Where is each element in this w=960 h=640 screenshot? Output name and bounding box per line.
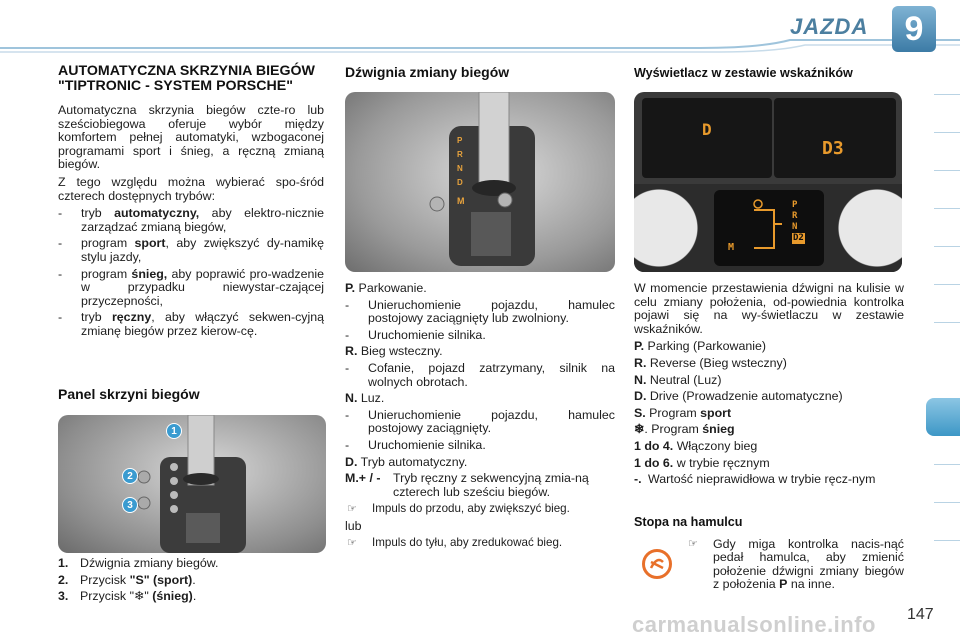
snowflake-icon: ❄ <box>634 422 645 437</box>
mode-item: - tryb automatyczny, aby elektro-nicznie zarządzać zmianą biegów, <box>58 206 324 234</box>
display-legend-item: -. Wartość nieprawidłowa w trybie ręcz-nym <box>634 472 876 487</box>
gear-panel-illustration <box>58 415 326 553</box>
position-detail: - Uruchomienie silnika. <box>345 437 486 452</box>
position-detail: - Unieruchomienie pojazdu, hamulec postojowy zaciągnięty lub zwolniony. <box>345 297 615 326</box>
instrument-cluster-photo <box>634 92 902 272</box>
chapter-tab[interactable] <box>934 94 960 95</box>
chapter-tab[interactable] <box>934 170 960 171</box>
chapter-tab-active[interactable] <box>926 398 960 436</box>
display-legend-item: D. Drive (Prowadzenie automatyczne) <box>634 389 843 404</box>
display-legend-item: ❄. Program śnieg <box>634 422 735 437</box>
section-title-automatic: AUTOMATYCZNA SKRZYNIA BIEGÓW "TIPTRONIC - SYSTEM PORSCHE" <box>58 63 315 94</box>
mode-item: - tryb ręczny, aby włączyć sekwen-cyjną zmianę biegów przez kierow-cę. <box>58 310 324 338</box>
chapter-tabs <box>926 64 960 584</box>
display-intro: W momencie przestawienia dźwigni na kulisie w celu zmiany położenia, od-powiednia kontrolka pojawi się na wy-świetlaczu w zestawie wskaźników. <box>634 281 904 336</box>
modes-intro: Z tego względu można wybierać spo-śród czterech dostępnych trybów: <box>58 174 324 203</box>
chapter-tab[interactable] <box>934 284 960 285</box>
display-legend-item: P. Parking (Parkowanie) <box>634 339 767 354</box>
pointer-icon: ☞ <box>347 503 357 516</box>
position-head: D. Tryb automatyczny. <box>345 454 468 469</box>
column-1 <box>58 64 324 342</box>
lever-title: Dźwignia zmiany biegów <box>345 64 510 80</box>
chapter-tab[interactable] <box>934 246 960 247</box>
cluster-letters: P R N D2 <box>792 200 804 243</box>
gear-panel-photo <box>58 415 326 553</box>
position-detail: - Uruchomienie silnika. <box>345 327 486 342</box>
gear-lever-illustration <box>345 92 615 272</box>
gate-letter-m: M <box>457 196 465 206</box>
lever-positions <box>345 282 615 553</box>
header-band <box>0 0 960 60</box>
impulse-back-note: ☞ Impuls do tyłu, aby zredukować bieg. <box>347 535 563 549</box>
position-head: N. Luz. <box>345 391 385 406</box>
gear-lever-photo <box>345 92 615 272</box>
cluster-manual-letter: M <box>728 242 735 253</box>
gate-letters: P R N D <box>457 136 463 187</box>
cluster-gauges <box>634 184 902 272</box>
brake-title: Stopa na hamulcu <box>634 515 743 529</box>
callout-3: 3 <box>122 497 138 513</box>
position-head: P. Parkowanie. <box>345 281 427 295</box>
display-gear-letter: D <box>702 120 712 139</box>
legend-item: 1. Dźwignia zmiany biegów. <box>58 556 219 570</box>
callout-1: 1 <box>166 423 182 439</box>
cluster-display <box>714 190 824 266</box>
pointer-icon: ☞ <box>347 536 357 549</box>
display-top-right <box>774 98 896 178</box>
chapter-tab[interactable] <box>934 208 960 209</box>
mode-item: - program sport, aby zwiększyć dy-namikę stylu jazdy, <box>58 236 324 264</box>
legend-item: 3. Przycisk "❄" (śnieg). <box>58 589 197 604</box>
page-number: 147 <box>907 606 934 623</box>
legend-item: 2. Przycisk "S" (sport). <box>58 572 196 587</box>
display-legend <box>634 282 904 490</box>
brake-note: ☞ Gdy miga kontrolka nacis-nąć pedał hamulca, aby zmienić położenie dźwigni zmiany biegów z położenia P na inne. <box>688 537 904 592</box>
position-detail: - Unieruchomienie pojazdu, hamulec postojowy zaciągnięty. <box>345 407 615 436</box>
display-legend-item: S. Program sport <box>634 405 732 420</box>
chapter-number-badge: 9 <box>892 6 936 52</box>
chapter-tab[interactable] <box>934 132 960 133</box>
chapter-tab[interactable] <box>934 464 960 465</box>
display-legend-item: N. Neutral (Luz) <box>634 372 722 387</box>
callout-2: 2 <box>122 468 138 484</box>
display-legend-item: 1 do 6. w trybie ręcznym <box>634 455 770 470</box>
watermark: carmanualsonline.info <box>632 612 876 637</box>
or-word: lub <box>345 518 362 533</box>
pointer-icon: ☞ <box>688 538 698 550</box>
position-detail: - Cofanie, pojazd zatrzymany, silnik na wolnych obrotach. <box>345 360 615 389</box>
intro-paragraph: Automatyczna skrzynia biegów czte-ro lub sześciobiegowa oferuje wybór między komfortem pełnej automatyki, wzbogaconej programami sport i śnieg, a ręczną zmianą biegów. <box>58 103 324 172</box>
display-title: Wyświetlacz w zestawie wskaźników <box>634 66 853 80</box>
impulse-forward-note: ☞ Impuls do przodu, aby zwiększyć bieg. <box>347 502 570 516</box>
chapter-tab[interactable] <box>934 540 960 541</box>
display-legend-item: 1 do 4. Włączony bieg <box>634 438 758 453</box>
panel-legend <box>58 557 326 607</box>
cluster-gate-diagram <box>714 190 824 266</box>
mode-item: - program śnieg, aby poprawić pro-wadzenie w przypadku niewystar-czającej przyczepności, <box>58 266 324 308</box>
display-gear-big: D3 <box>822 138 844 159</box>
position-head: R. Bieg wsteczny. <box>345 344 443 359</box>
chapter-title: JAZDA <box>790 14 869 39</box>
modes-list <box>58 207 324 338</box>
chapter-tab[interactable] <box>934 502 960 503</box>
brake-warning-icon <box>642 549 672 579</box>
display-top-left <box>642 98 772 178</box>
chapter-tab[interactable] <box>934 322 960 323</box>
manual-mode: M.+ / - Tryb ręczny z sekwencyjną zmia-ną czterech lub sześciu biegów. <box>345 471 589 499</box>
display-legend-item: R. Reverse (Bieg wsteczny) <box>634 355 787 370</box>
panel-title: Panel skrzyni biegów <box>58 386 200 402</box>
